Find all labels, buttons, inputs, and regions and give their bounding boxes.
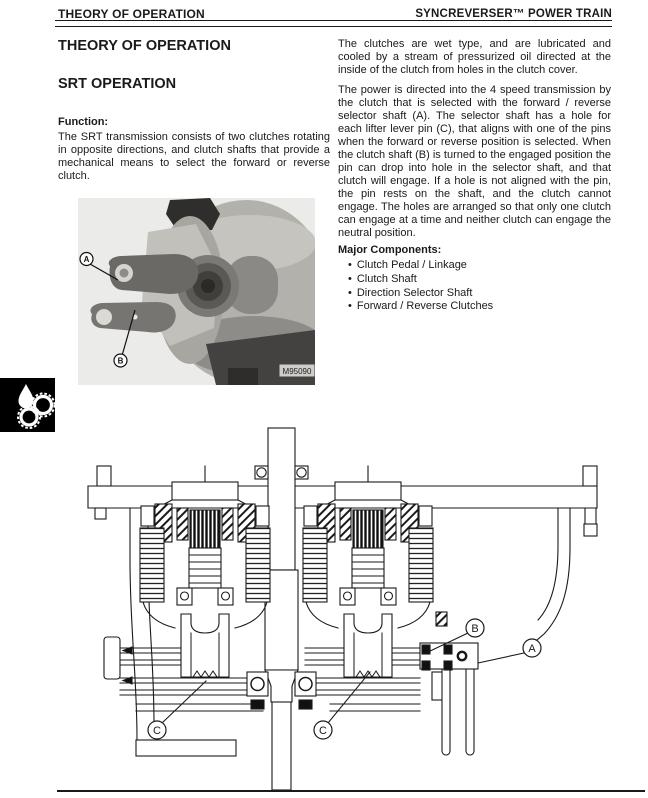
lubrication-icon <box>0 378 55 432</box>
page-bottom-rule <box>57 790 645 792</box>
header-chapter-title: SYNCREVERSER™ POWER TRAIN <box>415 8 612 20</box>
diagram-label-a: A <box>528 643 536 655</box>
photo-label-b: B <box>117 356 124 366</box>
major-components-list <box>348 259 493 314</box>
clutch-photo-figure <box>78 198 315 385</box>
oil-drop-gears-icon <box>0 378 55 432</box>
clutch-photo-illustration <box>78 198 315 385</box>
photo-label-a: A <box>83 255 90 264</box>
function-heading: Function: <box>58 116 109 128</box>
forward-clutch-assembly <box>140 466 270 677</box>
list-item: • Clutch Pedal / Linkage <box>348 259 493 273</box>
list-item: • Clutch Shaft <box>348 273 493 287</box>
housing-right-wall <box>530 508 570 646</box>
major-components-heading: Major Components: <box>338 244 442 256</box>
function-paragraph: The SRT transmission consists of two clutches rotating in opposite directions, and clutch shafts that provide a mechanical means to select the forward or reverse clutch. <box>58 131 330 182</box>
para-wet-clutches: The clutches are wet type, and are lubricated and cooled by a stream of pressurized oil directed at the inside of the clutch from holes in the clutch cover. <box>338 38 611 76</box>
reverse-clutch-assembly <box>303 466 433 677</box>
figure-code-tag: M95090 <box>282 367 312 376</box>
page-title: THEORY OF OPERATION <box>58 38 231 54</box>
input-shaft <box>265 428 298 790</box>
header-section-title: THEORY OF OPERATION <box>58 7 205 21</box>
diagram-label-c-left: C <box>153 725 161 737</box>
para-power-flow: The power is directed into the 4 speed transmission by the clutch that is selected with the forward / reverse selector shaft (A). The selector shaft has a hole for each lifter lever pin (C), that aligns with one of the pins when the forward or reverse position is selected. When the clutch shaft (B) is turned to the engaged position the pin can drop into hole in the selector shaft, and that clutch will engage. If a hole is not aligned with the pin, the pin rests on the shaft, and the clutch cannot engage. The holes are arranged so that only one clutch can engage at a time and neither clutch can engage the neutral position. <box>338 84 611 239</box>
section-subtitle: SRT OPERATION <box>58 76 177 92</box>
list-item: • Direction Selector Shaft <box>348 287 493 301</box>
diagram-label-b: B <box>471 623 479 635</box>
list-item: • Forward / Reverse Clutches <box>348 300 493 314</box>
syncreverser-cross-section <box>80 420 610 792</box>
diagram-label-c-right: C <box>319 725 327 737</box>
cross-section-diagram <box>80 420 610 792</box>
